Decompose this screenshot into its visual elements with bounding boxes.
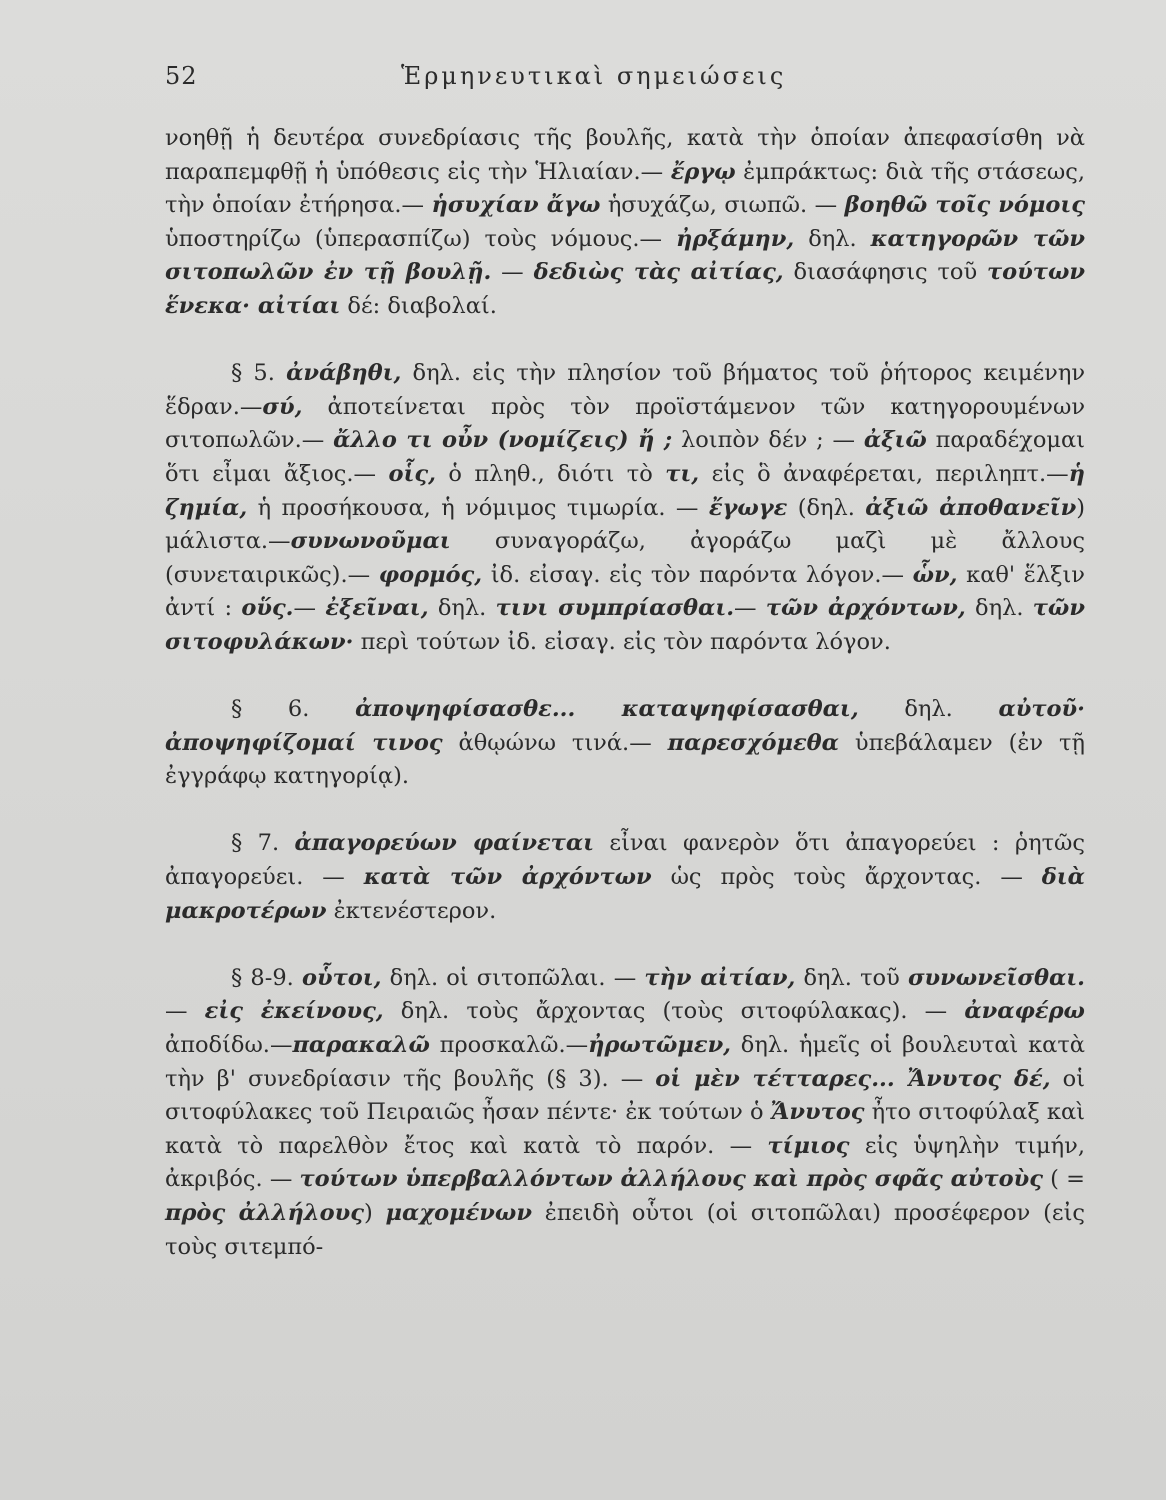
lemma-term: πρὸς ἀλλήλους: [165, 1200, 364, 1226]
lemma-term: αὐτοῦ· ἀποψηφίζομαί τινος: [165, 696, 1085, 756]
lemma-term: φορμός,: [378, 561, 483, 588]
commentary-paragraph: [165, 122, 1085, 324]
lemma-term: σύ,: [262, 393, 303, 420]
gloss-text: δηλ. εἰς τὴν πλησίον τοῦ βήματος τοῦ ῥήτορος κειμένην ἕδραν.—: [165, 360, 1085, 420]
lemma-term: ἀνάβηθι,: [286, 360, 402, 387]
gloss-text: —: [293, 595, 326, 622]
lemma-term: παρεσχόμεθα: [667, 729, 839, 756]
gloss-text: ὡς πρὸς τοὺς ἄρχοντας. —: [651, 864, 1042, 891]
gloss-text: ἀθῳώνω τινά.—: [442, 729, 668, 756]
lemma-term: Ἄνυτος: [770, 1099, 865, 1126]
commentary-paragraph: [165, 962, 1085, 1264]
gloss-text: ἀποδίδω.—: [165, 1032, 293, 1059]
gloss-text: εἶναι φανερὸν ὅτι ἀπαγορεύει : ῥητῶς ἀπαγορεύει. —: [165, 830, 1085, 891]
gloss-text: δηλ. οἱ σιτοπῶλαι. —: [381, 964, 645, 991]
gloss-text: νοηθῇ ἡ δευτέρα συνεδρίασις τῆς βουλῆς, κατὰ τὴν ὁποίαν ἀπεφασίσθη νὰ παραπεμφθῇ ἡ ὑπόθεσις εἰς τὴν Ἡλιαίαν.—: [165, 125, 1085, 185]
gloss-text: § 6.: [231, 696, 356, 723]
gloss-text: ἦτο σιτοφύλαξ καὶ κατὰ τὸ παρελθὸν ἔτος καὶ κατὰ τὸ παρόν. —: [165, 1099, 1085, 1159]
lemma-term: ἠρξάμην,: [675, 225, 795, 252]
gloss-text: συναγοράζω, ἀγοράζω μαζὶ μὲ ἄλλους (συνεταιρικῶς).—: [165, 528, 1085, 588]
gloss-text: ( =: [1042, 1166, 1086, 1193]
lemma-term: τίμιος: [767, 1132, 850, 1159]
gloss-text: καθ' ἕλξιν ἀντί :: [165, 561, 1085, 622]
lemma-term: κατηγορῶν τῶν σιτοπωλῶν ἐν τῇ βουλῇ.: [165, 225, 1085, 286]
commentary-paragraph: [165, 693, 1085, 794]
gloss-text: περὶ τούτων ἰδ. εἰσαγ. εἰς τὸν παρόντα λόγον.: [353, 628, 891, 655]
lemma-term: ἄλλο τι οὖν (νομίζεις) ἤ ;: [333, 427, 673, 454]
gloss-text: —: [734, 595, 766, 622]
gloss-text: δηλ.: [794, 225, 871, 252]
lemma-term: ἀξιῶ: [863, 427, 927, 454]
page-number: 52: [165, 62, 198, 90]
gloss-text: (δηλ.: [787, 494, 866, 521]
gloss-text: ἰδ. εἰσαγ. εἰς τὸν παρόντα λόγον.—: [482, 561, 913, 588]
lemma-term: τούτων ὑπερβαλλόντων ἀλλήλους καὶ πρὸς σφᾶς αὐτοὺς: [299, 1166, 1043, 1193]
gloss-text: λοιπὸν δέν ; —: [672, 427, 864, 454]
gloss-text: ὑπεβάλαμεν (ἐν τῇ ἐγγράφῳ κατηγορίᾳ).: [165, 729, 1085, 790]
gloss-text: δηλ.: [428, 595, 496, 622]
gloss-text: εἰς ὃ ἀναφέρεται, περιληπτ.—: [699, 460, 1069, 487]
gloss-text: § 5.: [231, 360, 287, 387]
lemma-term: ὧν,: [912, 561, 958, 588]
gloss-text: δηλ. τοὺς ἄρχοντας (τοὺς σιτοφύλακας). —: [383, 998, 965, 1025]
gloss-text: δέ: διαβολαί.: [340, 292, 497, 319]
gloss-text: δηλ.: [965, 595, 1033, 622]
lemma-term: οἷς,: [388, 460, 436, 487]
gloss-text: εἰς ὑψηλὴν τιμήν, ἀκριβός. —: [165, 1132, 1085, 1193]
lemma-term: ἡσυχίαν ἄγω: [431, 192, 601, 219]
lemma-term: ἐξεῖναι,: [325, 595, 429, 622]
running-title: Ἑρμηνευτικαὶ σημειώσεις: [401, 62, 787, 90]
lemma-term: μαχομένων: [385, 1200, 532, 1226]
lemma-term: ἔγωγε: [708, 494, 788, 521]
lemma-term: οἱ μὲν τέτταρες... Ἄνυτος δέ,: [655, 1065, 1051, 1092]
gloss-text: δηλ. τοῦ: [795, 964, 908, 991]
lemma-term: τὴν αἰτίαν,: [644, 964, 796, 991]
lemma-term: βοηθῶ τοῖς νόμοις: [844, 192, 1085, 219]
gloss-text: προσκαλῶ.—: [429, 1032, 589, 1059]
lemma-term: τῶν σιτοφυλάκων·: [165, 595, 1085, 655]
commentary-paragraph: [165, 827, 1085, 928]
lemma-term: ἀποψηφίσασθε... καταψηφίσασθαι,: [355, 696, 859, 723]
lemma-term: δεδιὼς τὰς αἰτίας,: [533, 259, 784, 286]
gloss-text: —: [165, 998, 205, 1025]
gloss-text: ) μάλιστα.—: [165, 494, 1085, 555]
lemma-term: ἠρωτῶμεν,: [588, 1032, 732, 1059]
gloss-text: οἱ σιτοφύλακες τοῦ Πειραιῶς ἦσαν πέντε· ἐκ τούτων ὁ: [165, 1065, 1085, 1126]
gloss-text: § 7.: [231, 830, 295, 857]
gloss-text: ἐκτενέστερον.: [326, 897, 497, 924]
lemma-term: διὰ μακροτέρων: [165, 864, 1085, 924]
lemma-term: κατὰ τῶν ἀρχόντων: [363, 864, 652, 891]
lemma-term: τούτων ἕνεκα· αἰτίαι: [165, 259, 1085, 319]
commentary-text: [165, 122, 1085, 1264]
gloss-text: δηλ. ἡμεῖς οἱ βουλευταὶ κατὰ τὴν β' συνεδρίασιν τῆς βουλῆς (§ 3). —: [165, 1032, 1085, 1092]
gloss-text: ὑποστηρίζω (ὑπερασπίζω) τοὺς νόμους.—: [165, 225, 676, 252]
gloss-text: δηλ.: [858, 696, 999, 723]
lemma-term: εἰς ἐκείνους,: [204, 998, 384, 1025]
gloss-text: ἐπειδὴ οὗτοι (οἱ σιτοπῶλαι) προσέφερον (εἰς τοὺς σιτεμπό-: [165, 1200, 1085, 1260]
lemma-term: συνωνοῦμαι: [290, 528, 451, 555]
lemma-term: οὗτοι,: [301, 964, 382, 991]
gloss-text: ὁ πληθ., διότι τὸ: [435, 460, 666, 487]
lemma-term: τι,: [665, 460, 700, 487]
gloss-text: —: [491, 259, 534, 286]
lemma-term: ἀξιῶ ἀποθανεῖν: [865, 494, 1077, 521]
lemma-term: ἀναφέρω: [964, 998, 1085, 1025]
commentary-paragraph: [165, 357, 1085, 659]
gloss-text: § 8-9.: [231, 964, 302, 991]
gloss-text: ἡ προσήκουσα, ἡ νόμιμος τιμωρία. —: [247, 494, 709, 521]
lemma-term: τῶν ἀρχόντων,: [765, 595, 966, 622]
lemma-term: τινι συμπρίασθαι.: [495, 595, 735, 622]
lemma-term: συνωνεῖσθαι.: [907, 964, 1085, 991]
lemma-term: ἔργῳ: [670, 158, 736, 185]
gloss-text: ἐμπράκτως: διὰ τῆς στάσεως, τὴν ὁποίαν ἐτήρησα.—: [165, 158, 1085, 219]
gloss-text: ἡσυχάζω, σιωπῶ. —: [600, 192, 845, 219]
gloss-text: ): [363, 1200, 386, 1226]
lemma-term: οὕς.: [241, 595, 294, 622]
lemma-term: παρακαλῶ: [292, 1032, 430, 1059]
gloss-text: ἀποτείνεται πρὸς τὸν προϊστάμενον τῶν κατηγορουμένων σιτοπωλῶν.—: [165, 393, 1085, 454]
gloss-text: διασάφησις τοῦ: [783, 259, 988, 286]
page-header: [165, 62, 925, 102]
lemma-term: ἡ ζημία,: [165, 460, 1085, 521]
gloss-text: παραδέχομαι ὅτι εἶμαι ἄξιος.—: [165, 427, 1085, 487]
lemma-term: ἀπαγορεύων φαίνεται: [294, 830, 595, 857]
